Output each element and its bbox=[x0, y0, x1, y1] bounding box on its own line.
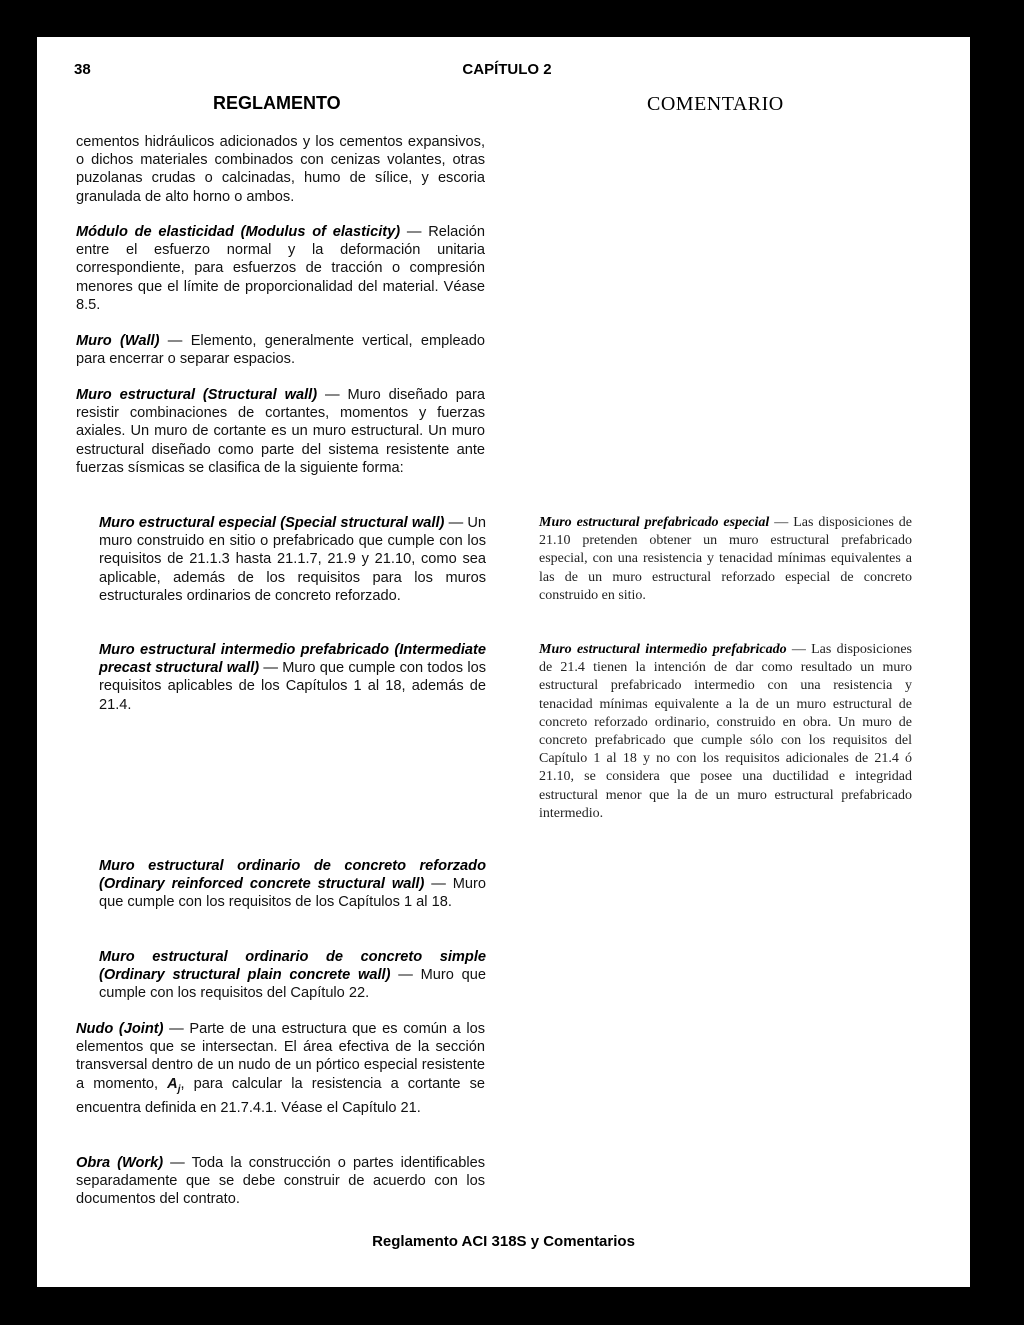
paragraph-text: cementos hidráulicos adicionados y los cementos expansivos, o dichos materiales combinados con cenizas volantes, otras puzolanas crudas o calcinadas, humo de sílice, y escoria granulada de alto horno o ambos. bbox=[76, 134, 485, 205]
reglamento-heading: REGLAMENTO bbox=[213, 93, 341, 113]
definition-text: — Muro que cumple con los requisitos de los Capítulos 1 al 18. bbox=[99, 876, 486, 911]
definition-term: Módulo de elasticidad (Modulus of elasticity) bbox=[76, 224, 401, 240]
definition-text: — Relación entre el esfuerzo normal y la deformación unitaria correspondiente, para esfuerzos de tracción o compresión menores que el límite de proporcionalidad del material. Véase 8.5. bbox=[76, 224, 485, 313]
definition-muro-ordinario-reforzado bbox=[99, 857, 486, 912]
definition-text: , para calcular la resistencia a cortante se encuentra definida en 21.7.4.1. Véase el Capítulo 21. bbox=[76, 1075, 485, 1116]
definition-text: — Muro que cumple con los requisitos del Capítulo 22. bbox=[99, 967, 486, 1002]
definition-muro-estructural bbox=[76, 386, 485, 477]
definition-text: — Muro diseñado para resistir combinaciones de cortantes, momentos y fuerzas axiales. Un muro de cortante es un muro estructural. Un muro estructural diseñado como parte del sistema resistente ante fuerzas sísmicas se clasifica de la siguiente forma: bbox=[76, 387, 485, 476]
definition-term: Muro (Wall) bbox=[76, 333, 160, 349]
definition-term: Obra (Work) bbox=[76, 1155, 164, 1171]
definition-term: Muro estructural ordinario de concreto reforzado (Ordinary reinforced concrete structural wall) bbox=[99, 858, 486, 893]
definition-muro-intermedio-prefabricado bbox=[99, 641, 486, 714]
definition-term: Muro estructural especial (Special structural wall) bbox=[99, 515, 445, 531]
comment-muro-intermedio-prefabricado bbox=[539, 641, 912, 823]
area-symbol: A bbox=[167, 1075, 178, 1092]
definition-text: — Elemento, generalmente vertical, empleado para encerrar o separar espacios. bbox=[76, 333, 485, 368]
area-subscript: j bbox=[177, 1083, 181, 1095]
reglamento-paragraph bbox=[76, 133, 485, 206]
comment-text: — Las disposiciones de 21.4 tienen la intención de dar como resultado un muro estructural prefabricado intermedio con una resistencia y tenacidad mínimas equivalente a la de un muro estructural de concreto reforzado ordinario, construido en obra. Un muro de concreto prefabricado que cumple sólo con los requisitos del Capítulo 1 al 18 y no con los requisitos adicionales de 21.4 ó 21.10, se considera que posee una ductilidad e integridad estructural menor que la de un muro estructural prefabricado intermedio. bbox=[539, 642, 913, 821]
definition-term: Nudo (Joint) bbox=[76, 1021, 164, 1037]
definition-text: — Muro que cumple con todos los requisitos aplicables de los Capítulos 1 al 18, además de 21.4. bbox=[99, 660, 486, 713]
definition-muro-ordinario-simple bbox=[99, 948, 486, 1003]
comment-muro-prefabricado-especial bbox=[539, 514, 912, 605]
document-page bbox=[37, 37, 970, 1287]
definition-text: — Toda la construcción o partes identificables separadamente que se debe construir de acuerdo con los documentos del contrato. bbox=[76, 1155, 485, 1208]
page-footer: Reglamento ACI 318S y Comentarios bbox=[372, 1233, 635, 1250]
definition-text: — Un muro construido en sitio o prefabricado que cumple con los requisitos de 21.1.3 hasta 21.1.7, 21.9 y 21.10, como sea aplicable, además de los requisitos para los muros estructurales ordinarios de concreto reforzado. bbox=[99, 515, 487, 604]
definition-muro-estructural-especial bbox=[99, 514, 486, 605]
chapter-label: CAPÍTULO 2 bbox=[462, 61, 552, 78]
comment-text: — Las disposiciones de 21.10 pretenden obtener un muro estructural prefabricado especial, con una resistencia y tenacidad mínimas equivalentes a las de un muro estructural reforzado especial de concreto construido en sitio. bbox=[539, 515, 912, 603]
definition-term: Muro estructural intermedio prefabricado (Intermediate precast structural wall) bbox=[99, 642, 486, 677]
definition-term: Muro estructural (Structural wall) bbox=[76, 387, 318, 403]
definition-muro bbox=[76, 332, 485, 368]
definition-term: Muro estructural ordinario de concreto simple (Ordinary structural plain concrete wall) bbox=[99, 949, 486, 984]
page-number: 38 bbox=[74, 61, 91, 78]
definition-modulo-elasticidad bbox=[76, 223, 485, 314]
definition-obra bbox=[76, 1154, 485, 1209]
comentario-heading: COMENTARIO bbox=[647, 93, 784, 115]
definition-nudo bbox=[76, 1020, 485, 1117]
definition-text: — Parte de una estructura que es común a los elementos que se intersectan. El área efectiva de la sección transversal dentro de un nudo de un pórtico especial resistente a momento, bbox=[76, 1021, 486, 1092]
comment-term: Muro estructural prefabricado especial bbox=[539, 515, 770, 530]
comment-term: Muro estructural intermedio prefabricado bbox=[539, 642, 787, 657]
